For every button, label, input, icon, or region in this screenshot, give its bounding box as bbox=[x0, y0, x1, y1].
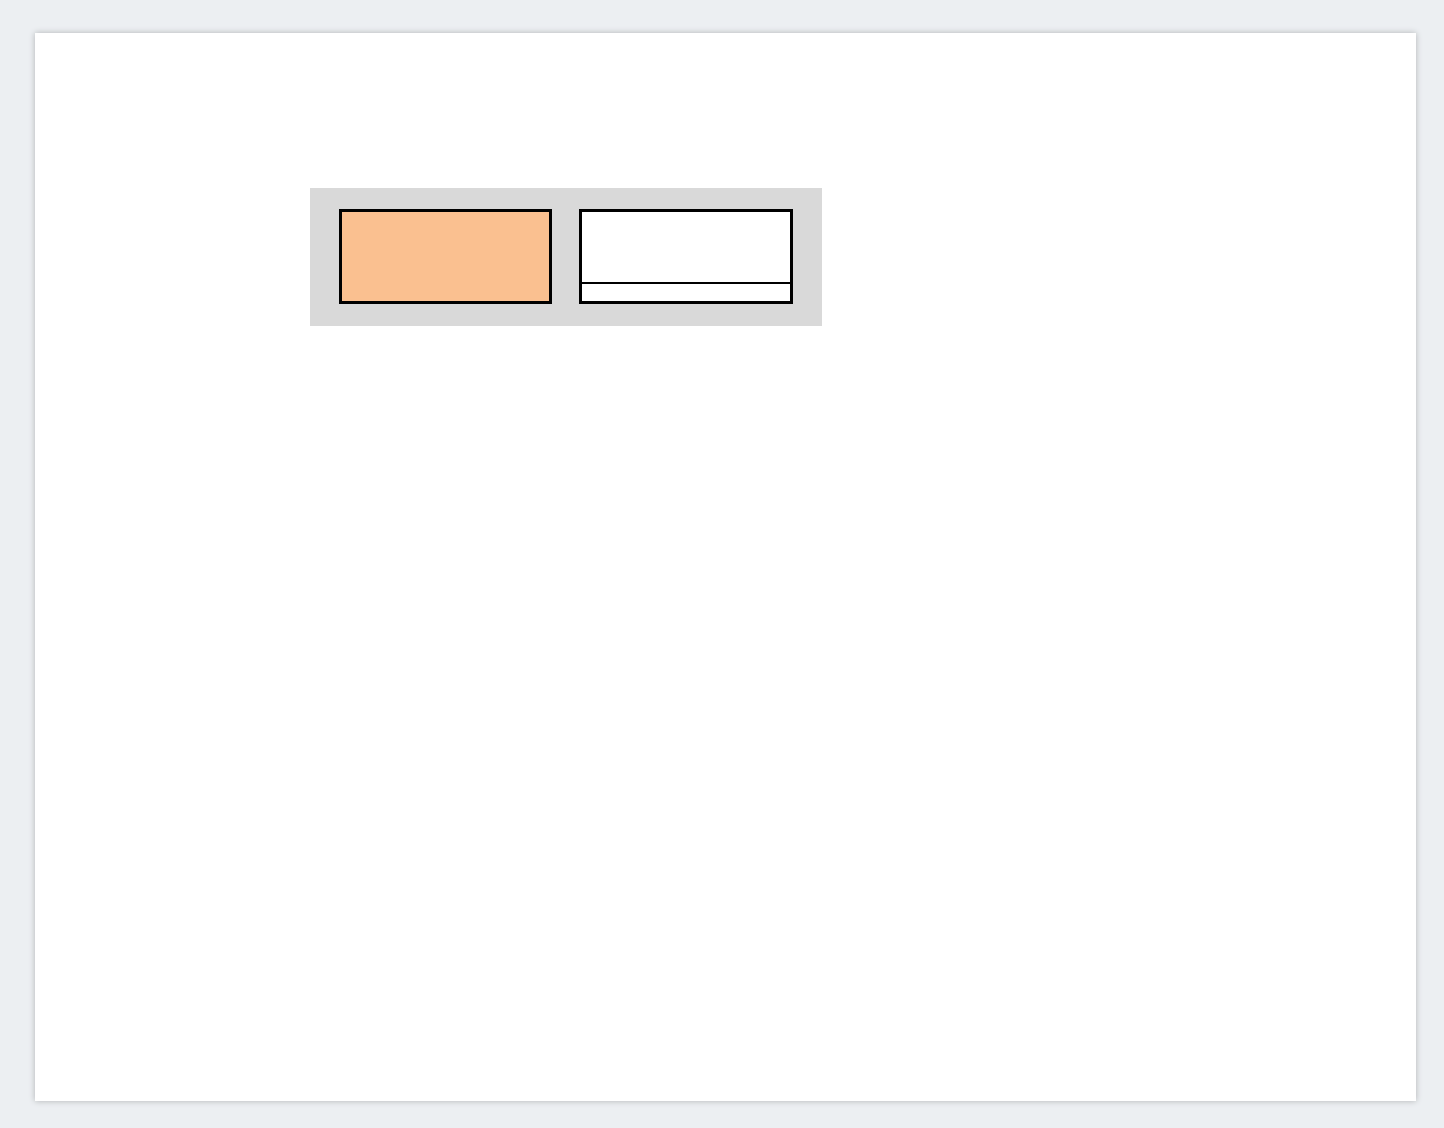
calendar-page bbox=[35, 33, 1416, 1101]
school-hours-divider bbox=[582, 282, 790, 284]
smart-start-box bbox=[339, 209, 552, 304]
school-hours-box bbox=[579, 209, 793, 304]
